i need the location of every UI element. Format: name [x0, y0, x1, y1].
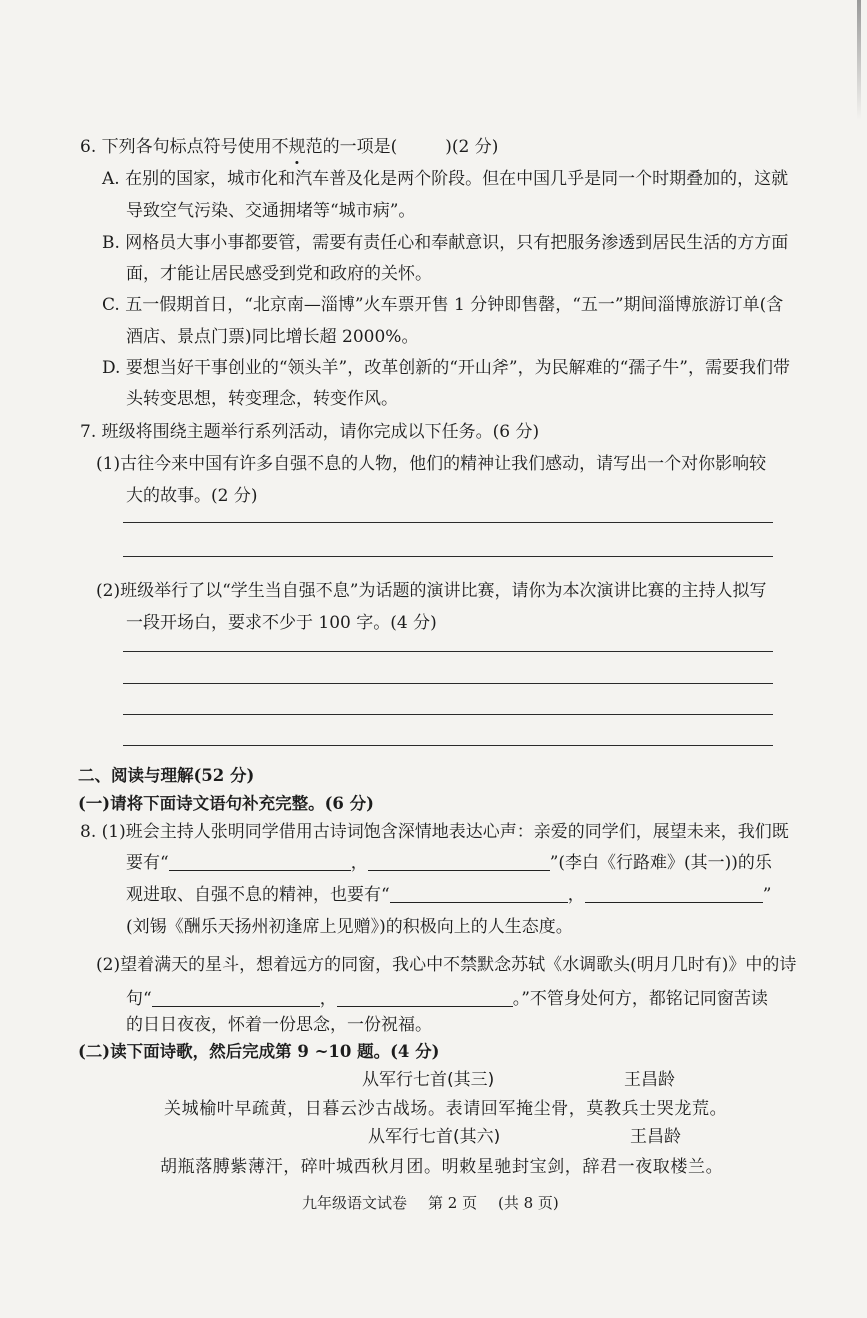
footer-exam-name: 九年级语文试卷 — [302, 1194, 408, 1212]
q6-option-c-line1: C. 五一假期首日，“北京南—淄博”火车票开售 1 分钟即售罄，“五一”期间淄博旅游订单(含 — [102, 295, 784, 315]
q8-part2-line1: (2)望着满天的星斗，想着远方的同窗，我心中不禁默念苏轼《水调歌头(明月几时有)》中的诗 — [96, 955, 797, 975]
q8-blank-6[interactable] — [337, 989, 513, 1007]
section-2-part2-title: (二)读下面诗歌，然后完成第 9 ~10 题。(4 分) — [78, 1042, 440, 1061]
q6-stem — [80, 135, 498, 159]
q6-option-b-line1: B. 网格员大事小事都要管，需要有责任心和奉献意识，只有把服务渗透到居民生活的方方面 — [102, 233, 789, 253]
q6-option-a-line1: A. 在别的国家，城市化和汽车普及化是两个阶段。但在中国几乎是同一个时期叠加的，这就 — [102, 169, 789, 189]
q6-option-d-line1: D. 要想当好干事创业的“领头羊”，改革创新的“开山斧”，为民解难的“孺子牛”，需要我们带 — [102, 358, 790, 378]
q7-part2-line1: (2)班级举行了以“学生当自强不息”为话题的演讲比赛，请你为本次演讲比赛的主持人拟写 — [96, 581, 767, 601]
q7-part2-line2: 一段开场白，要求不少于 100 字。(4 分) — [126, 613, 437, 633]
poem2-text: 胡瓶落膊紫薄汗，碎叶城西秋月团。明敕星驰封宝剑，辞君一夜取楼兰。 — [160, 1157, 724, 1177]
q6-stem-text: 6. 下列各句标点符号使用 — [80, 137, 272, 157]
q8-part1-line2 — [126, 851, 772, 875]
q8-quote-close: ” — [762, 885, 772, 905]
q6-emphasis-text: 不规范 — [271, 137, 323, 157]
q6-option-c-line2: 酒店、景点门票)同比增长超 2000%。 — [126, 327, 419, 347]
q8-text: 要有“ — [126, 853, 169, 873]
q6-option-d-line2: 头转变思想，转变理念，转变作风。 — [126, 389, 398, 409]
footer-page-number: 第 2 页 — [428, 1194, 478, 1212]
q8-part1-line4: (刘锡《酬乐天扬州初逢席上见赠》)的积极向上的人生态度。 — [126, 917, 573, 937]
q7-part2-answer-line-1[interactable] — [123, 651, 773, 652]
q6-stem-text-2: 的一项是( — [322, 137, 398, 157]
poem1-title: 从军行七首(其三) — [362, 1070, 495, 1090]
q8-source-text: ”(李白《行路难》(其一))的乐 — [549, 853, 772, 873]
q7-part1-line1: (1)古往今来中国有许多自强不息的人物，他们的精神让我们感动，请写出一个对你影响较 — [96, 454, 767, 474]
q8-blank-3[interactable] — [390, 885, 568, 903]
q8-comma: ， — [350, 853, 368, 873]
q6-option-a-line2: 导致空气污染、交通拥堵等“城市病”。 — [126, 201, 416, 221]
q7-part1-answer-line-1[interactable] — [123, 522, 773, 523]
scan-edge-shadow — [857, 0, 861, 120]
poem1-text: 关城榆叶早疏黄，日暮云沙古战场。表请回军掩尘骨，莫教兵士哭龙荒。 — [164, 1099, 728, 1119]
q8-blank-2[interactable] — [368, 853, 550, 871]
q8-blank-1[interactable] — [169, 853, 351, 871]
q8-blank-4[interactable] — [585, 885, 763, 903]
q7-stem: 7. 班级将围绕主题举行系列活动，请你完成以下任务。(6 分) — [80, 422, 540, 442]
footer-total-pages: (共 8 页) — [498, 1194, 559, 1212]
q8-text: 观进取、自强不息的精神，也要有“ — [126, 885, 390, 905]
q8-part2-line2 — [126, 987, 768, 1011]
q7-part2-answer-line-2[interactable] — [123, 683, 773, 684]
q7-part2-answer-line-4[interactable] — [123, 745, 773, 746]
q8-part1-line1: 8. (1)班会主持人张明同学借用古诗词饱含深情地表达心声：亲爱的同学们，展望未来，我们既 — [80, 822, 789, 842]
q6-score: )(2 分) — [445, 137, 499, 157]
section-2-part1-title: (一)请将下面诗文语句补充完整。(6 分) — [78, 794, 374, 813]
q8-text: 句“ — [126, 989, 152, 1009]
q8-comma: ， — [319, 989, 337, 1009]
q7-part1-line2: 大的故事。(2 分) — [126, 486, 258, 506]
poem1-author: 王昌龄 — [624, 1070, 675, 1090]
poem2-author: 王昌龄 — [630, 1127, 681, 1147]
q8-part2-line3: 的日日夜夜，怀着一份思念，一份祝福。 — [126, 1015, 432, 1035]
q8-comma: ， — [567, 885, 585, 905]
section-2-title: 二、阅读与理解(52 分) — [78, 766, 255, 785]
q7-part2-answer-line-3[interactable] — [123, 714, 773, 715]
q6-option-b-line2: 面，才能让居民感受到党和政府的关怀。 — [126, 264, 432, 284]
poem2-title: 从军行七首(其六) — [368, 1127, 501, 1147]
q8-part1-line3 — [126, 883, 771, 907]
q8-blank-5[interactable] — [152, 989, 320, 1007]
q8-text-after: 。”不管身处何方，都铭记同窗苦读 — [512, 989, 768, 1009]
q7-part1-answer-line-2[interactable] — [123, 556, 773, 557]
